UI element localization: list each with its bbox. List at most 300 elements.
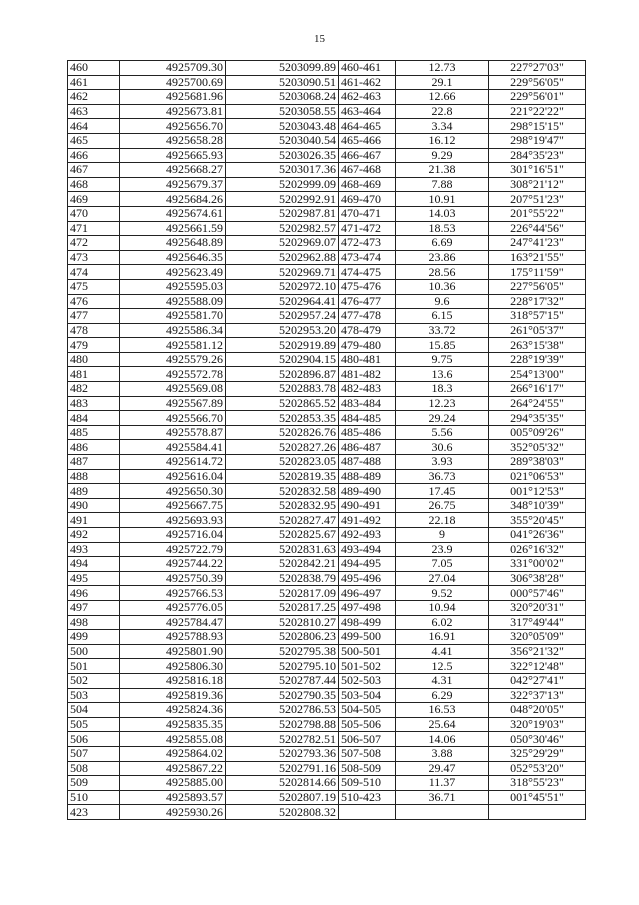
segment-cell: 488-489 xyxy=(339,469,396,484)
point-number-cell: 485 xyxy=(68,425,120,440)
table-row xyxy=(68,615,586,630)
segment-cell: 481-482 xyxy=(339,367,396,382)
y-coordinate-cell: 5202790.35 xyxy=(226,688,339,703)
bearing-cell: 229°56'05" xyxy=(489,75,586,90)
point-number-cell: 505 xyxy=(68,717,120,732)
distance-cell: 16.91 xyxy=(396,630,489,645)
y-coordinate-cell: 5202992.91 xyxy=(226,192,339,207)
segment-cell: 500-501 xyxy=(339,644,396,659)
distance-cell: 10.94 xyxy=(396,600,489,615)
segment-cell: 476-477 xyxy=(339,294,396,309)
x-coordinate-cell: 4925623.49 xyxy=(120,265,226,280)
table-row xyxy=(68,192,586,207)
y-coordinate-cell: 5202969.71 xyxy=(226,265,339,280)
point-number-cell: 471 xyxy=(68,221,120,236)
point-number-cell: 500 xyxy=(68,644,120,659)
bearing-cell: 320°20'31" xyxy=(489,600,586,615)
bearing-cell: 005°09'26" xyxy=(489,425,586,440)
segment-cell: 496-497 xyxy=(339,586,396,601)
point-number-cell: 490 xyxy=(68,498,120,513)
distance-cell: 3.34 xyxy=(396,119,489,134)
y-coordinate-cell: 5202787.44 xyxy=(226,673,339,688)
x-coordinate-cell: 4925656.70 xyxy=(120,119,226,134)
y-coordinate-cell: 5202969.07 xyxy=(226,236,339,251)
y-coordinate-cell: 5202786.53 xyxy=(226,703,339,718)
distance-cell: 4.31 xyxy=(396,673,489,688)
point-number-cell: 482 xyxy=(68,382,120,397)
distance-cell: 12.23 xyxy=(396,396,489,411)
distance-cell: 22.8 xyxy=(396,104,489,119)
segment-cell: 469-470 xyxy=(339,192,396,207)
x-coordinate-cell: 4925816.18 xyxy=(120,673,226,688)
table-row xyxy=(68,469,586,484)
y-coordinate-cell: 5202827.47 xyxy=(226,513,339,528)
x-coordinate-cell: 4925855.08 xyxy=(120,732,226,747)
point-number-cell: 494 xyxy=(68,557,120,572)
bearing-cell: 221°22'22" xyxy=(489,104,586,119)
segment-cell: 470-471 xyxy=(339,206,396,221)
bearing-cell: 247°41'23" xyxy=(489,236,586,251)
y-coordinate-cell: 5202999.09 xyxy=(226,177,339,192)
distance-cell: 23.86 xyxy=(396,250,489,265)
y-coordinate-cell: 5202831.63 xyxy=(226,542,339,557)
y-coordinate-cell: 5202919.89 xyxy=(226,338,339,353)
point-number-cell: 469 xyxy=(68,192,120,207)
table-row xyxy=(68,513,586,528)
distance-cell: 9.29 xyxy=(396,148,489,163)
bearing-cell: 264°24'55" xyxy=(489,396,586,411)
distance-cell: 5.56 xyxy=(396,425,489,440)
segment-cell: 494-495 xyxy=(339,557,396,572)
point-number-cell: 487 xyxy=(68,455,120,470)
segment-cell: 468-469 xyxy=(339,177,396,192)
table-row xyxy=(68,761,586,776)
point-number-cell: 463 xyxy=(68,104,120,119)
y-coordinate-cell: 5202827.26 xyxy=(226,440,339,455)
bearing-cell: 201°55'22" xyxy=(489,206,586,221)
table-row xyxy=(68,790,586,805)
point-number-cell: 493 xyxy=(68,542,120,557)
distance-cell: 12.66 xyxy=(396,90,489,105)
point-number-cell: 467 xyxy=(68,163,120,178)
distance-cell: 6.29 xyxy=(396,688,489,703)
bearing-cell: 348°10'39" xyxy=(489,498,586,513)
point-number-cell: 480 xyxy=(68,352,120,367)
point-number-cell: 479 xyxy=(68,338,120,353)
x-coordinate-cell: 4925661.59 xyxy=(120,221,226,236)
segment-cell: 489-490 xyxy=(339,484,396,499)
table-row xyxy=(68,119,586,134)
bearing-cell: 331°00'02" xyxy=(489,557,586,572)
point-number-cell: 491 xyxy=(68,513,120,528)
x-coordinate-cell: 4925893.57 xyxy=(120,790,226,805)
x-coordinate-cell: 4925648.89 xyxy=(120,236,226,251)
distance-cell: 18.3 xyxy=(396,382,489,397)
distance-cell: 9 xyxy=(396,528,489,543)
y-coordinate-cell: 5202987.81 xyxy=(226,206,339,221)
segment-cell xyxy=(339,805,396,820)
segment-cell: 483-484 xyxy=(339,396,396,411)
x-coordinate-cell: 4925784.47 xyxy=(120,615,226,630)
table-row xyxy=(68,630,586,645)
segment-cell: 504-505 xyxy=(339,703,396,718)
table-row xyxy=(68,265,586,280)
bearing-cell: 298°15'15" xyxy=(489,119,586,134)
point-number-cell: 466 xyxy=(68,148,120,163)
table-row xyxy=(68,805,586,820)
segment-cell: 484-485 xyxy=(339,411,396,426)
x-coordinate-cell: 4925679.37 xyxy=(120,177,226,192)
x-coordinate-cell: 4925572.78 xyxy=(120,367,226,382)
point-number-cell: 498 xyxy=(68,615,120,630)
bearing-cell: 163°21'55" xyxy=(489,250,586,265)
segment-cell: 475-476 xyxy=(339,279,396,294)
bearing-cell: 000°57'46" xyxy=(489,586,586,601)
distance-cell: 33.72 xyxy=(396,323,489,338)
y-coordinate-cell: 5203026.35 xyxy=(226,148,339,163)
distance-cell: 36.71 xyxy=(396,790,489,805)
y-coordinate-cell: 5202810.27 xyxy=(226,615,339,630)
distance-cell: 36.73 xyxy=(396,469,489,484)
segment-cell: 498-499 xyxy=(339,615,396,630)
bearing-cell: 227°56'05" xyxy=(489,279,586,294)
bearing-cell: 322°37'13" xyxy=(489,688,586,703)
point-number-cell: 475 xyxy=(68,279,120,294)
coordinates-table xyxy=(67,60,586,820)
distance-cell: 29.1 xyxy=(396,75,489,90)
x-coordinate-cell: 4925569.08 xyxy=(120,382,226,397)
point-number-cell: 507 xyxy=(68,746,120,761)
y-coordinate-cell: 5202806.23 xyxy=(226,630,339,645)
y-coordinate-cell: 5202798.88 xyxy=(226,717,339,732)
x-coordinate-cell: 4925581.70 xyxy=(120,309,226,324)
point-number-cell: 474 xyxy=(68,265,120,280)
point-number-cell: 496 xyxy=(68,586,120,601)
segment-cell: 495-496 xyxy=(339,571,396,586)
page-number: 15 xyxy=(314,33,325,45)
distance-cell: 16.12 xyxy=(396,133,489,148)
segment-cell: 463-464 xyxy=(339,104,396,119)
table-row xyxy=(68,732,586,747)
point-number-cell: 472 xyxy=(68,236,120,251)
point-number-cell: 497 xyxy=(68,600,120,615)
segment-cell: 501-502 xyxy=(339,659,396,674)
x-coordinate-cell: 4925716.04 xyxy=(120,528,226,543)
distance-cell: 11.37 xyxy=(396,776,489,791)
table-row xyxy=(68,673,586,688)
segment-cell: 464-465 xyxy=(339,119,396,134)
distance-cell: 30.6 xyxy=(396,440,489,455)
table-row xyxy=(68,309,586,324)
point-number-cell: 476 xyxy=(68,294,120,309)
point-number-cell: 510 xyxy=(68,790,120,805)
distance-cell: 15.85 xyxy=(396,338,489,353)
distance-cell: 10.91 xyxy=(396,192,489,207)
table-row xyxy=(68,600,586,615)
segment-cell: 505-506 xyxy=(339,717,396,732)
table-row xyxy=(68,61,586,76)
x-coordinate-cell: 4925722.79 xyxy=(120,542,226,557)
segment-cell: 472-473 xyxy=(339,236,396,251)
distance-cell: 25.64 xyxy=(396,717,489,732)
point-number-cell: 486 xyxy=(68,440,120,455)
segment-cell: 460-461 xyxy=(339,61,396,76)
x-coordinate-cell: 4925824.36 xyxy=(120,703,226,718)
point-number-cell: 503 xyxy=(68,688,120,703)
table-row xyxy=(68,148,586,163)
segment-cell: 499-500 xyxy=(339,630,396,645)
x-coordinate-cell: 4925673.81 xyxy=(120,104,226,119)
y-coordinate-cell: 5202793.36 xyxy=(226,746,339,761)
x-coordinate-cell: 4925788.93 xyxy=(120,630,226,645)
y-coordinate-cell: 5202795.10 xyxy=(226,659,339,674)
x-coordinate-cell: 4925684.26 xyxy=(120,192,226,207)
distance-cell: 21.38 xyxy=(396,163,489,178)
table-row xyxy=(68,323,586,338)
bearing-cell: 042°27'41" xyxy=(489,673,586,688)
segment-cell: 510-423 xyxy=(339,790,396,805)
point-number-cell: 508 xyxy=(68,761,120,776)
point-number-cell: 504 xyxy=(68,703,120,718)
coordinates-table-body xyxy=(68,61,586,820)
distance-cell: 18.53 xyxy=(396,221,489,236)
y-coordinate-cell: 5202825.67 xyxy=(226,528,339,543)
table-row xyxy=(68,236,586,251)
x-coordinate-cell: 4925885.00 xyxy=(120,776,226,791)
distance-cell: 6.02 xyxy=(396,615,489,630)
x-coordinate-cell: 4925658.28 xyxy=(120,133,226,148)
table-row xyxy=(68,177,586,192)
distance-cell: 16.53 xyxy=(396,703,489,718)
point-number-cell: 473 xyxy=(68,250,120,265)
distance-cell: 6.69 xyxy=(396,236,489,251)
table-row xyxy=(68,571,586,586)
distance-cell: 17.45 xyxy=(396,484,489,499)
x-coordinate-cell: 4925668.27 xyxy=(120,163,226,178)
distance-cell: 29.24 xyxy=(396,411,489,426)
bearing-cell: 175°11'59" xyxy=(489,265,586,280)
table-row xyxy=(68,133,586,148)
y-coordinate-cell: 5203099.89 xyxy=(226,61,339,76)
segment-cell: 478-479 xyxy=(339,323,396,338)
distance-cell: 9.75 xyxy=(396,352,489,367)
y-coordinate-cell: 5203068.24 xyxy=(226,90,339,105)
segment-cell: 462-463 xyxy=(339,90,396,105)
bearing-cell: 254°13'00" xyxy=(489,367,586,382)
bearing-cell: 355°20'45" xyxy=(489,513,586,528)
bearing-cell: 228°17'32" xyxy=(489,294,586,309)
segment-cell: 507-508 xyxy=(339,746,396,761)
table-row xyxy=(68,703,586,718)
point-number-cell: 470 xyxy=(68,206,120,221)
segment-cell: 467-468 xyxy=(339,163,396,178)
table-row xyxy=(68,352,586,367)
y-coordinate-cell: 5203040.54 xyxy=(226,133,339,148)
bearing-cell: 352°05'32" xyxy=(489,440,586,455)
x-coordinate-cell: 4925567.89 xyxy=(120,396,226,411)
x-coordinate-cell: 4925588.09 xyxy=(120,294,226,309)
distance-cell: 6.15 xyxy=(396,309,489,324)
point-number-cell: 468 xyxy=(68,177,120,192)
bearing-cell: 001°45'51" xyxy=(489,790,586,805)
bearing-cell xyxy=(489,805,586,820)
x-coordinate-cell: 4925579.26 xyxy=(120,352,226,367)
bearing-cell: 356°21'32" xyxy=(489,644,586,659)
distance-cell: 3.88 xyxy=(396,746,489,761)
segment-cell: 497-498 xyxy=(339,600,396,615)
point-number-cell: 509 xyxy=(68,776,120,791)
segment-cell: 461-462 xyxy=(339,75,396,90)
segment-cell: 492-493 xyxy=(339,528,396,543)
y-coordinate-cell: 5202883.78 xyxy=(226,382,339,397)
point-number-cell: 464 xyxy=(68,119,120,134)
point-number-cell: 465 xyxy=(68,133,120,148)
x-coordinate-cell: 4925750.39 xyxy=(120,571,226,586)
point-number-cell: 478 xyxy=(68,323,120,338)
bearing-cell: 306°38'28" xyxy=(489,571,586,586)
x-coordinate-cell: 4925744.22 xyxy=(120,557,226,572)
distance-cell: 7.05 xyxy=(396,557,489,572)
table-row xyxy=(68,250,586,265)
table-row xyxy=(68,659,586,674)
x-coordinate-cell: 4925766.53 xyxy=(120,586,226,601)
table-row xyxy=(68,396,586,411)
point-number-cell: 501 xyxy=(68,659,120,674)
y-coordinate-cell: 5203043.48 xyxy=(226,119,339,134)
bearing-cell: 320°05'09" xyxy=(489,630,586,645)
y-coordinate-cell: 5202953.20 xyxy=(226,323,339,338)
y-coordinate-cell: 5202795.38 xyxy=(226,644,339,659)
table-row xyxy=(68,338,586,353)
point-number-cell: 489 xyxy=(68,484,120,499)
distance-cell: 14.06 xyxy=(396,732,489,747)
point-number-cell: 460 xyxy=(68,61,120,76)
x-coordinate-cell: 4925581.12 xyxy=(120,338,226,353)
distance-cell: 26.75 xyxy=(396,498,489,513)
point-number-cell: 481 xyxy=(68,367,120,382)
table-row xyxy=(68,586,586,601)
point-number-cell: 499 xyxy=(68,630,120,645)
bearing-cell: 325°29'29" xyxy=(489,746,586,761)
bearing-cell: 050°30'46" xyxy=(489,732,586,747)
segment-cell: 502-503 xyxy=(339,673,396,688)
x-coordinate-cell: 4925801.90 xyxy=(120,644,226,659)
x-coordinate-cell: 4925681.96 xyxy=(120,90,226,105)
x-coordinate-cell: 4925835.35 xyxy=(120,717,226,732)
segment-cell: 493-494 xyxy=(339,542,396,557)
segment-cell: 491-492 xyxy=(339,513,396,528)
x-coordinate-cell: 4925776.05 xyxy=(120,600,226,615)
point-number-cell: 484 xyxy=(68,411,120,426)
table-row xyxy=(68,557,586,572)
point-number-cell: 488 xyxy=(68,469,120,484)
bearing-cell: 048°20'05" xyxy=(489,703,586,718)
table-row xyxy=(68,644,586,659)
table-row xyxy=(68,382,586,397)
bearing-cell: 266°16'17" xyxy=(489,382,586,397)
y-coordinate-cell: 5202791.16 xyxy=(226,761,339,776)
distance-cell: 9.6 xyxy=(396,294,489,309)
y-coordinate-cell: 5203017.36 xyxy=(226,163,339,178)
y-coordinate-cell: 5202904.15 xyxy=(226,352,339,367)
point-number-cell: 492 xyxy=(68,528,120,543)
x-coordinate-cell: 4925867.22 xyxy=(120,761,226,776)
y-coordinate-cell: 5202807.19 xyxy=(226,790,339,805)
y-coordinate-cell: 5202842.21 xyxy=(226,557,339,572)
table-row xyxy=(68,440,586,455)
y-coordinate-cell: 5202865.52 xyxy=(226,396,339,411)
x-coordinate-cell: 4925806.30 xyxy=(120,659,226,674)
table-row xyxy=(68,294,586,309)
table-row xyxy=(68,746,586,761)
bearing-cell: 301°16'51" xyxy=(489,163,586,178)
table-row xyxy=(68,688,586,703)
distance-cell: 10.36 xyxy=(396,279,489,294)
segment-cell: 506-507 xyxy=(339,732,396,747)
bearing-cell: 026°16'32" xyxy=(489,542,586,557)
table-row xyxy=(68,425,586,440)
x-coordinate-cell: 4925700.69 xyxy=(120,75,226,90)
segment-cell: 490-491 xyxy=(339,498,396,513)
point-number-cell: 461 xyxy=(68,75,120,90)
bearing-cell: 318°55'23" xyxy=(489,776,586,791)
segment-cell: 474-475 xyxy=(339,265,396,280)
table-row xyxy=(68,163,586,178)
bearing-cell: 263°15'38" xyxy=(489,338,586,353)
bearing-cell: 041°26'36" xyxy=(489,528,586,543)
x-coordinate-cell: 4925674.61 xyxy=(120,206,226,221)
bearing-cell: 320°19'03" xyxy=(489,717,586,732)
distance-cell: 13.6 xyxy=(396,367,489,382)
y-coordinate-cell: 5203058.55 xyxy=(226,104,339,119)
bearing-cell: 228°19'39" xyxy=(489,352,586,367)
bearing-cell: 261°05'37" xyxy=(489,323,586,338)
y-coordinate-cell: 5203090.51 xyxy=(226,75,339,90)
table-row xyxy=(68,279,586,294)
bearing-cell: 229°56'01" xyxy=(489,90,586,105)
y-coordinate-cell: 5202782.51 xyxy=(226,732,339,747)
bearing-cell: 294°35'35" xyxy=(489,411,586,426)
x-coordinate-cell: 4925578.87 xyxy=(120,425,226,440)
segment-cell: 508-509 xyxy=(339,761,396,776)
distance-cell: 12.5 xyxy=(396,659,489,674)
segment-cell: 480-481 xyxy=(339,352,396,367)
distance-cell: 7.88 xyxy=(396,177,489,192)
y-coordinate-cell: 5202814.66 xyxy=(226,776,339,791)
segment-cell: 465-466 xyxy=(339,133,396,148)
x-coordinate-cell: 4925864.02 xyxy=(120,746,226,761)
y-coordinate-cell: 5202819.35 xyxy=(226,469,339,484)
bearing-cell: 318°57'15" xyxy=(489,309,586,324)
segment-cell: 487-488 xyxy=(339,455,396,470)
x-coordinate-cell: 4925650.30 xyxy=(120,484,226,499)
bearing-cell: 226°44'56" xyxy=(489,221,586,236)
distance-cell: 12.73 xyxy=(396,61,489,76)
table-row xyxy=(68,411,586,426)
table-row xyxy=(68,776,586,791)
x-coordinate-cell: 4925614.72 xyxy=(120,455,226,470)
segment-cell: 473-474 xyxy=(339,250,396,265)
bearing-cell: 227°27'03" xyxy=(489,61,586,76)
table-row xyxy=(68,221,586,236)
y-coordinate-cell: 5202832.95 xyxy=(226,498,339,513)
bearing-cell: 289°38'03" xyxy=(489,455,586,470)
segment-cell: 482-483 xyxy=(339,382,396,397)
distance-cell: 29.47 xyxy=(396,761,489,776)
x-coordinate-cell: 4925646.35 xyxy=(120,250,226,265)
bearing-cell: 317°49'44" xyxy=(489,615,586,630)
bearing-cell: 052°53'20" xyxy=(489,761,586,776)
